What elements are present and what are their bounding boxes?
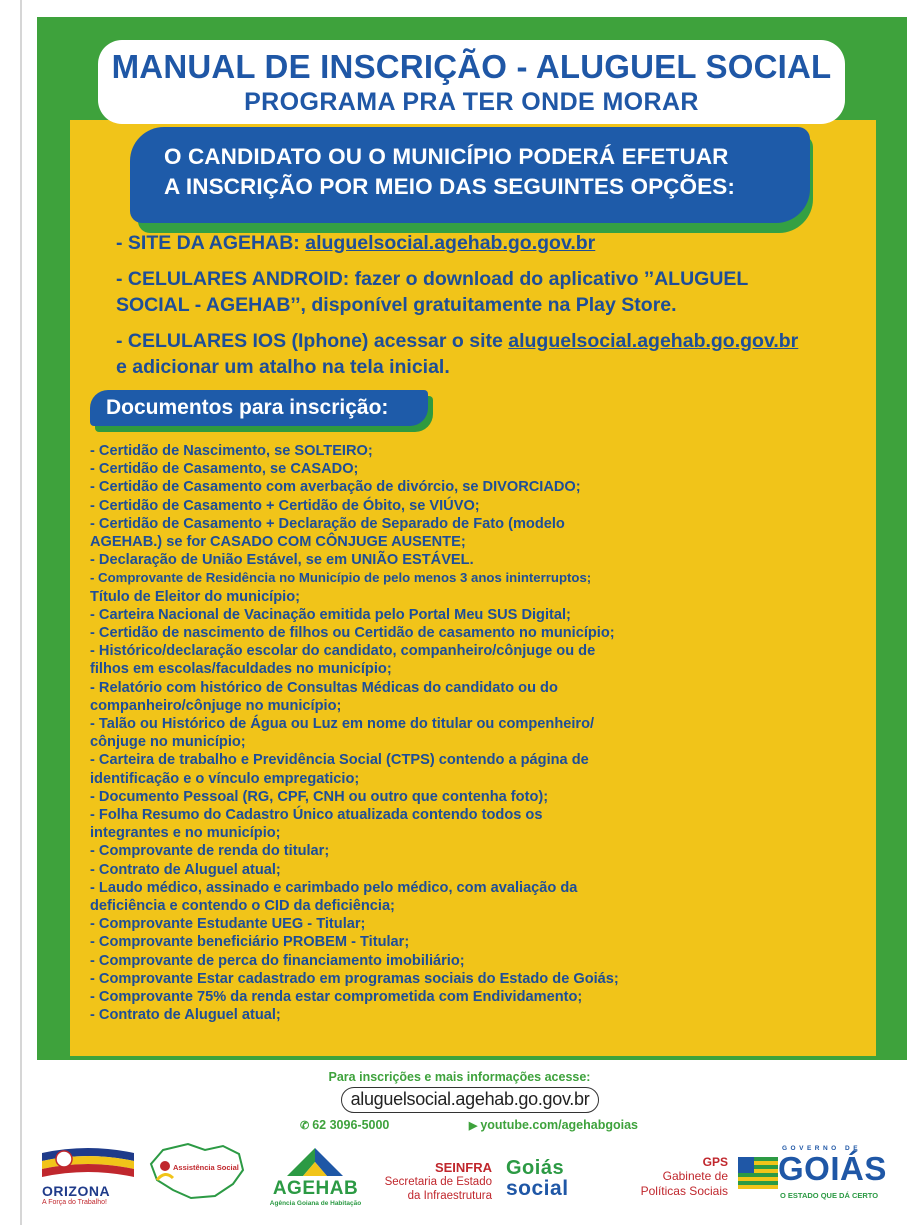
document-item: Título de Eleitor do município; — [90, 588, 300, 605]
banner-line-2: A INSCRIÇÃO POR MEIO DAS SEGUINTES OPÇÕES: — [164, 174, 735, 199]
orizona-flag-icon — [42, 1147, 134, 1181]
option-ios-line-2: e adicionar um atalho na tela inicial. — [116, 356, 450, 378]
document-item: - Comprovante 75% da renda estar comprometida com Endividamento; — [90, 989, 583, 1006]
document-item: deficiência e contendo o CID da deficiência; — [90, 898, 395, 915]
seinfra-name: SEINFRA — [434, 1160, 492, 1175]
seinfra-logo — [380, 1160, 492, 1203]
option-android-line-1: - CELULARES ANDROID: fazer o download do aplicativo ’’ALUGUEL — [116, 268, 749, 290]
seinfra-line-2: Secretaria de Estado — [384, 1176, 492, 1188]
options-banner — [130, 127, 810, 223]
document-item: - Contrato de Aluguel atual; — [90, 1007, 281, 1024]
document-item: - Declaração de União Estável, se em UNIÃO ESTÁVEL. — [90, 552, 474, 569]
footer-contacts — [300, 1118, 714, 1132]
document-item: cônjuge no município; — [90, 734, 246, 751]
phone-number: 62 3096-5000 — [312, 1118, 390, 1132]
footer-url-link[interactable]: aluguelsocial.agehab.go.gov.br — [341, 1087, 599, 1113]
document-item: - Certidão de Casamento, se CASADO; — [90, 461, 359, 478]
site-link[interactable]: aluguelsocial.agehab.go.gov.br — [305, 232, 596, 254]
document-item: - Comprovante beneficiário PROBEM - Titular; — [90, 934, 410, 951]
document-item: - Laudo médico, assinado e carimbado pelo médico, com avaliação da — [90, 879, 578, 896]
option-android — [116, 266, 846, 318]
documents-list — [90, 442, 710, 1025]
gps-logo — [618, 1155, 728, 1199]
document-item: - Documento Pessoal (RG, CPF, CNH ou outro que contenha foto); — [90, 788, 549, 805]
governo-de-label: GOVERNO DE — [782, 1145, 862, 1152]
assistencia-social-name: Assistência Social — [173, 1163, 239, 1172]
option-site-label: - SITE DA AGEHAB: — [116, 232, 306, 254]
sponsor-logos — [38, 1140, 908, 1215]
document-item: companheiro/cônjuge no município; — [90, 697, 342, 714]
page-edge-rule — [20, 0, 22, 1225]
youtube-contact[interactable] — [469, 1118, 676, 1132]
goias-social-line-2: social — [506, 1177, 569, 1200]
document-item: - Comprovante Estar cadastrado em programas sociais do Estado de Goiás; — [90, 970, 619, 987]
gps-line-3: Políticas Sociais — [640, 1184, 728, 1198]
docs-heading: Documentos para inscrição: — [90, 390, 428, 426]
ios-site-link[interactable]: aluguelsocial.agehab.go.gov.br — [508, 330, 799, 352]
document-item: AGEHAB.) se for CASADO COM CÔNJUGE AUSENTE; — [90, 534, 466, 551]
option-site — [116, 230, 846, 256]
goias-social-logo — [506, 1158, 606, 1200]
banner-line-1: O CANDIDATO OU O MUNICÍPIO PODERÁ EFETUAR — [164, 144, 729, 169]
agehab-subtitle: Agência Goiana de Habitação — [269, 1200, 362, 1207]
governo-goias-logo — [738, 1145, 906, 1207]
whatsapp-icon: ✆ — [300, 1120, 310, 1132]
document-item: - Comprovante de Residência no Município de pelo menos 3 anos ininterruptos; — [90, 570, 592, 586]
document-item: filhos em escolas/faculdades no município; — [90, 661, 392, 678]
document-item: - Comprovante de perca do financiamento imobiliário; — [90, 952, 465, 969]
option-ios — [116, 328, 846, 380]
document-item: - Folha Resumo do Cadastro Único atualizada contendo todos os — [90, 807, 543, 824]
seinfra-line-3: da Infraestrutura — [407, 1190, 492, 1202]
agehab-roof-icon — [263, 1148, 368, 1178]
document-item: - Talão ou Histórico de Água ou Luz em nome do titular ou compenheiro/ — [90, 716, 595, 733]
assistencia-social-logo — [143, 1140, 253, 1202]
title-box — [98, 40, 845, 124]
orizona-logo — [38, 1145, 138, 1205]
page-title: MANUAL DE INSCRIÇÃO - ALUGUEL SOCIAL — [111, 48, 832, 85]
phone-contact[interactable] — [300, 1118, 427, 1132]
gps-line-2: Gabinete de — [662, 1169, 728, 1183]
document-item: - Comprovante Estudante UEG - Titular; — [90, 916, 366, 933]
document-item: integrantes e no município; — [90, 825, 281, 842]
document-item: - Carteira de trabalho e Previdência Social (CTPS) contendo a página de — [90, 752, 589, 769]
goias-social-line-1: Goiás — [506, 1157, 565, 1179]
options-list — [116, 230, 846, 390]
goias-flag-icon — [738, 1157, 778, 1189]
footer-info: Para inscrições e mais informações acesse: — [328, 1070, 591, 1084]
agehab-name: AGEHAB — [272, 1178, 359, 1199]
document-item: identificação e o vínculo empregaticio; — [90, 770, 360, 787]
document-item: - Certidão de Casamento + Declaração de Separado de Fato (modelo — [90, 515, 565, 532]
document-item: - Certidão de Casamento + Certidão de Óbito, se VIÚVO; — [90, 497, 480, 514]
goias-slogan: O ESTADO QUE DÁ CERTO — [780, 1191, 879, 1200]
youtube-link: youtube.com/agehabgoias — [480, 1118, 638, 1132]
document-item: - Histórico/declaração escolar do candidato, companheiro/cônjuge ou de — [90, 643, 596, 660]
option-ios-label: - CELULARES IOS (Iphone) acessar o site — [116, 330, 509, 352]
gps-name: GPS — [702, 1155, 728, 1169]
orizona-name: ORIZONA — [42, 1183, 111, 1199]
document-item: - Contrato de Aluguel atual; — [90, 861, 281, 878]
document-item: - Certidão de nascimento de filhos ou Certidão de casamento no município; — [90, 625, 615, 642]
youtube-icon: ▶ — [468, 1120, 478, 1132]
document-item: - Relatório com histórico de Consultas Médicas do candidato ou do — [90, 679, 558, 696]
document-item: - Comprovante de renda do titular; — [90, 843, 330, 860]
page-subtitle: PROGRAMA PRA TER ONDE MORAR — [244, 88, 699, 116]
document-item: - Certidão de Casamento com averbação de divórcio, se DIVORCIADO; — [90, 479, 581, 496]
document-item: - Certidão de Nascimento, se SOLTEIRO; — [90, 443, 373, 459]
document-item: - Carteira Nacional de Vacinação emitida pelo Portal Meu SUS Digital; — [90, 606, 571, 623]
orizona-tagline: A Força do Trabalho! — [42, 1199, 107, 1206]
option-android-line-2: SOCIAL - AGEHAB’’, disponível gratuitamente na Play Store. — [116, 294, 677, 316]
agehab-logo — [263, 1148, 368, 1208]
goias-name: GOIÁS — [778, 1150, 887, 1187]
